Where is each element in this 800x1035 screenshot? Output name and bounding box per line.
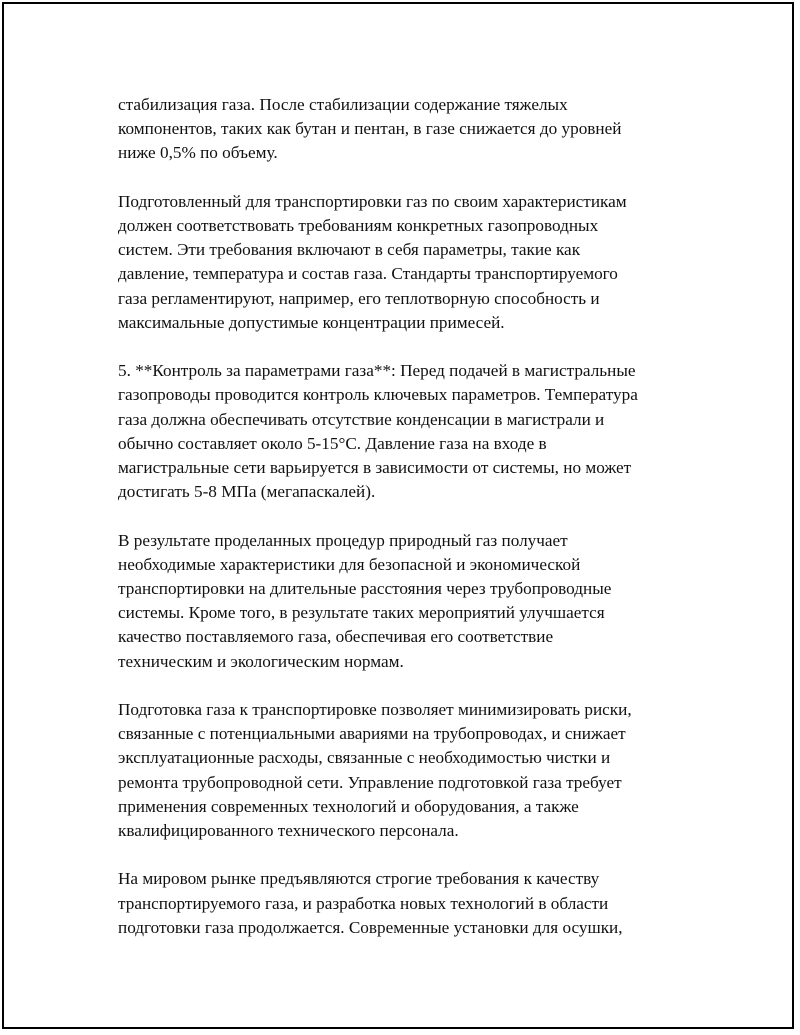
text-line: магистральные сети варьируется в зависимости от системы, но может	[118, 458, 632, 478]
text-line: Подготовленный для транспортировки газ по своим характеристикам	[118, 191, 627, 211]
paragraph-2	[118, 190, 718, 335]
text-line: квалифицированного технического персонала.	[118, 821, 459, 841]
text-line: достигать 5-8 МПа (мегапаскалей).	[118, 482, 376, 502]
text-line: обычно составляет около 5-15°C. Давление газа на входе в	[118, 433, 547, 453]
text-line: Подготовка газа к транспортировке позволяет минимизировать риски,	[118, 700, 632, 720]
document-body	[118, 93, 718, 964]
text-line: ниже 0,5% по объему.	[118, 143, 278, 163]
text-line: давление, температура и состав газа. Стандарты транспортируемого	[118, 264, 618, 284]
text-line: системы. Кроме того, в результате таких мероприятий улучшается	[118, 603, 605, 623]
text-line: подготовки газа продолжается. Современные установки для осушки,	[118, 917, 623, 937]
paragraph-1	[118, 93, 718, 166]
text-line: связанные с потенциальными авариями на трубопроводах, и снижает	[118, 724, 626, 744]
text-line: максимальные допустимые концентрации примесей.	[118, 312, 505, 332]
text-line: стабилизация газа. После стабилизации содержание тяжелых	[118, 95, 568, 114]
text-line: применения современных технологий и оборудования, а также	[118, 796, 579, 816]
text-line: газа должна обеспечивать отсутствие конденсации в магистрали и	[118, 409, 605, 429]
text-line: транспортируемого газа, и разработка новых технологий в области	[118, 893, 609, 913]
text-line: газа регламентируют, например, его теплотворную способность и	[118, 288, 600, 308]
paragraph-4	[118, 529, 718, 674]
paragraph-6	[118, 867, 718, 940]
text-line: техническим и экологическим нормам.	[118, 651, 404, 671]
paragraph-3	[118, 359, 718, 504]
text-line: На мировом рынке предъявляются строгие требования к качеству	[118, 869, 600, 889]
text-line: компонентов, таких как бутан и пентан, в газе снижается до уровней	[118, 119, 622, 139]
text-line: систем. Эти требования включают в себя параметры, такие как	[118, 240, 581, 260]
text-line: необходимые характеристики для безопасной и экономической	[118, 554, 581, 574]
paragraph-5	[118, 698, 718, 843]
text-line: ремонта трубопроводной сети. Управление подготовкой газа требует	[118, 772, 622, 792]
text-line: В результате проделанных процедур природный газ получает	[118, 530, 568, 550]
text-line: газопроводы проводится контроль ключевых параметров. Температура	[118, 385, 638, 405]
text-line: качество поставляемого газа, обеспечивая его соответствие	[118, 627, 554, 647]
text-line: эксплуатационные расходы, связанные с необходимостью чистки и	[118, 748, 611, 768]
text-line: 5. **Контроль за параметрами газа**: Перед подачей в магистральные	[118, 361, 636, 381]
text-line: должен соответствовать требованиям конкретных газопроводных	[118, 216, 599, 235]
text-line: транспортировки на длительные расстояния через трубопроводные	[118, 579, 612, 599]
